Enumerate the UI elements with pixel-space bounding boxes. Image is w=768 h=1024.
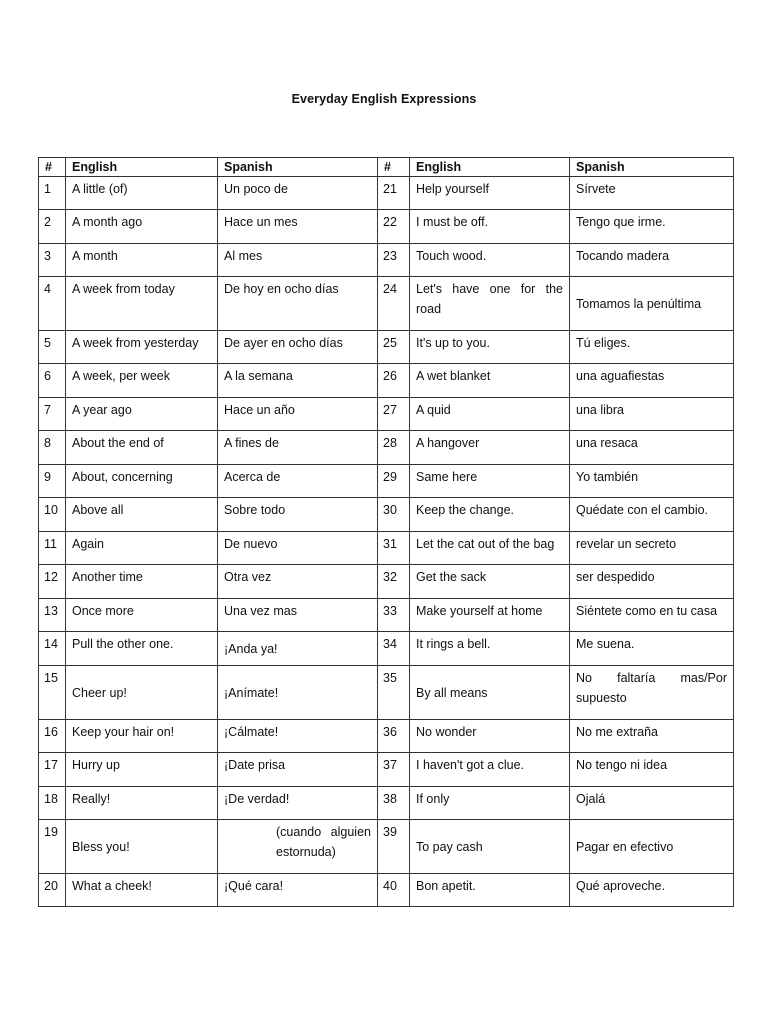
row-number-left: 13 — [39, 599, 66, 632]
spanish-translation: Hace un mes — [218, 210, 378, 244]
spanish-translation: Al mes — [218, 244, 378, 277]
row-number-left: 15 — [39, 666, 66, 720]
spanish-translation: Acerca de — [218, 465, 378, 498]
table-row — [39, 177, 734, 210]
english-expression: Let's have one for the road — [410, 277, 570, 331]
spanish-translation: Una vez mas — [218, 599, 378, 632]
spanish-translation: Yo también — [570, 465, 734, 498]
english-expression: A week, per week — [66, 364, 218, 398]
english-expression: Get the sack — [410, 565, 570, 599]
spanish-translation: Tocando madera — [570, 244, 734, 277]
english-expression: It's up to you. — [410, 331, 570, 364]
header-english-left: English — [66, 158, 218, 177]
header-number-right: # — [378, 158, 410, 177]
english-expression: About, concerning — [66, 465, 218, 498]
spanish-translation: Qué aproveche. — [570, 874, 734, 907]
spanish-translation: No tengo ni idea — [570, 753, 734, 787]
english-expression: A month ago — [66, 210, 218, 244]
english-expression: I haven't got a clue. — [410, 753, 570, 787]
row-number-right: 39 — [378, 820, 410, 874]
english-expression: A month — [66, 244, 218, 277]
english-expression: Above all — [66, 498, 218, 532]
row-number-left: 8 — [39, 431, 66, 465]
row-number-right: 34 — [378, 632, 410, 666]
row-number-left: 18 — [39, 787, 66, 820]
row-number-right: 31 — [378, 532, 410, 565]
spanish-translation: No faltaría mas/Por supuesto — [570, 666, 734, 720]
english-expression: Another time — [66, 565, 218, 599]
spanish-translation: ¡Anímate! — [218, 666, 378, 720]
table-row — [39, 820, 734, 874]
expressions-table — [38, 157, 734, 907]
row-number-left: 7 — [39, 398, 66, 431]
row-number-left: 11 — [39, 532, 66, 565]
spanish-translation: Tú eliges. — [570, 331, 734, 364]
row-number-right: 40 — [378, 874, 410, 907]
spanish-translation: Siéntete como en tu casa — [570, 599, 734, 632]
english-expression: Same here — [410, 465, 570, 498]
row-number-right: 27 — [378, 398, 410, 431]
spanish-translation: revelar un secreto — [570, 532, 734, 565]
spanish-translation: ¡Date prisa — [218, 753, 378, 787]
spanish-translation: ¡Anda ya! — [218, 632, 378, 666]
row-number-left: 1 — [39, 177, 66, 210]
page-title: Everyday English Expressions — [291, 92, 477, 106]
table-row — [39, 210, 734, 244]
spanish-translation: Me suena. — [570, 632, 734, 666]
english-expression: Keep the change. — [410, 498, 570, 532]
row-number-left: 4 — [39, 277, 66, 331]
spanish-translation: una resaca — [570, 431, 734, 465]
row-number-right: 26 — [378, 364, 410, 398]
spanish-translation: De ayer en ocho días — [218, 331, 378, 364]
row-number-left: 2 — [39, 210, 66, 244]
english-expression: By all means — [410, 666, 570, 720]
english-expression: A quid — [410, 398, 570, 431]
row-number-left: 10 — [39, 498, 66, 532]
english-expression: It rings a bell. — [410, 632, 570, 666]
row-number-left: 5 — [39, 331, 66, 364]
spanish-translation: Otra vez — [218, 565, 378, 599]
spanish-translation: De nuevo — [218, 532, 378, 565]
row-number-left: 6 — [39, 364, 66, 398]
english-expression: To pay cash — [410, 820, 570, 874]
english-expression: Bless you! — [66, 820, 218, 874]
row-number-right: 21 — [378, 177, 410, 210]
english-expression: Touch wood. — [410, 244, 570, 277]
english-expression: A week from today — [66, 277, 218, 331]
spanish-translation: Hace un año — [218, 398, 378, 431]
english-expression: A hangover — [410, 431, 570, 465]
table-row — [39, 498, 734, 532]
row-number-right: 28 — [378, 431, 410, 465]
header-english-right: English — [410, 158, 570, 177]
row-number-right: 29 — [378, 465, 410, 498]
row-number-left: 17 — [39, 753, 66, 787]
row-number-left: 20 — [39, 874, 66, 907]
row-number-right: 22 — [378, 210, 410, 244]
spanish-translation: ¡Qué cara! — [218, 874, 378, 907]
spanish-translation: (cuando alguien estornuda) — [218, 820, 378, 874]
row-number-right: 24 — [378, 277, 410, 331]
spanish-translation: Tomamos la penúltima — [570, 277, 734, 331]
english-expression: A wet blanket — [410, 364, 570, 398]
row-number-right: 32 — [378, 565, 410, 599]
table-row — [39, 874, 734, 907]
header-spanish-right: Spanish — [570, 158, 734, 177]
spanish-translation: A fines de — [218, 431, 378, 465]
header-spanish-left: Spanish — [218, 158, 378, 177]
english-expression: Hurry up — [66, 753, 218, 787]
english-expression: Bon apetit. — [410, 874, 570, 907]
english-expression: Make yourself at home — [410, 599, 570, 632]
spanish-translation: Quédate con el cambio. — [570, 498, 734, 532]
spanish-translation: A la semana — [218, 364, 378, 398]
row-number-right: 35 — [378, 666, 410, 720]
spanish-translation: Ojalá — [570, 787, 734, 820]
table-row — [39, 465, 734, 498]
english-expression: Pull the other one. — [66, 632, 218, 666]
header-number-left: # — [39, 158, 66, 177]
english-expression: If only — [410, 787, 570, 820]
table-row — [39, 398, 734, 431]
spanish-translation: Un poco de — [218, 177, 378, 210]
row-number-right: 37 — [378, 753, 410, 787]
row-number-right: 33 — [378, 599, 410, 632]
spanish-translation: ¡Cálmate! — [218, 720, 378, 753]
spanish-translation: Sobre todo — [218, 498, 378, 532]
english-expression: I must be off. — [410, 210, 570, 244]
english-expression: Cheer up! — [66, 666, 218, 720]
row-number-right: 25 — [378, 331, 410, 364]
spanish-translation: Pagar en efectivo — [570, 820, 734, 874]
row-number-left: 14 — [39, 632, 66, 666]
row-number-right: 30 — [378, 498, 410, 532]
row-number-left: 16 — [39, 720, 66, 753]
english-expression: Let the cat out of the bag — [410, 532, 570, 565]
table-row — [39, 632, 734, 666]
table-row — [39, 277, 734, 331]
row-number-left: 19 — [39, 820, 66, 874]
english-expression: Keep your hair on! — [66, 720, 218, 753]
table-row — [39, 431, 734, 465]
table-row — [39, 565, 734, 599]
table-row — [39, 753, 734, 787]
table-row — [39, 331, 734, 364]
spanish-translation: ¡De verdad! — [218, 787, 378, 820]
spanish-translation: No me extraña — [570, 720, 734, 753]
spanish-translation: De hoy en ocho días — [218, 277, 378, 331]
table-row — [39, 720, 734, 753]
spanish-translation: una libra — [570, 398, 734, 431]
row-number-left: 9 — [39, 465, 66, 498]
table-row — [39, 244, 734, 277]
english-expression: Again — [66, 532, 218, 565]
english-expression: Help yourself — [410, 177, 570, 210]
english-expression: What a cheek! — [66, 874, 218, 907]
english-expression: A little (of) — [66, 177, 218, 210]
row-number-left: 12 — [39, 565, 66, 599]
english-expression: No wonder — [410, 720, 570, 753]
english-expression: About the end of — [66, 431, 218, 465]
table-row — [39, 787, 734, 820]
spanish-translation: Sírvete — [570, 177, 734, 210]
english-expression: A week from yesterday — [66, 331, 218, 364]
english-expression: A year ago — [66, 398, 218, 431]
row-number-right: 38 — [378, 787, 410, 820]
row-number-left: 3 — [39, 244, 66, 277]
spanish-translation: ser despedido — [570, 565, 734, 599]
table-row — [39, 364, 734, 398]
spanish-translation: una aguafiestas — [570, 364, 734, 398]
table-header-row — [39, 158, 734, 177]
row-number-right: 23 — [378, 244, 410, 277]
row-number-right: 36 — [378, 720, 410, 753]
table-row — [39, 599, 734, 632]
table-row — [39, 532, 734, 565]
table-row — [39, 666, 734, 720]
spanish-translation: Tengo que irme. — [570, 210, 734, 244]
english-expression: Once more — [66, 599, 218, 632]
english-expression: Really! — [66, 787, 218, 820]
